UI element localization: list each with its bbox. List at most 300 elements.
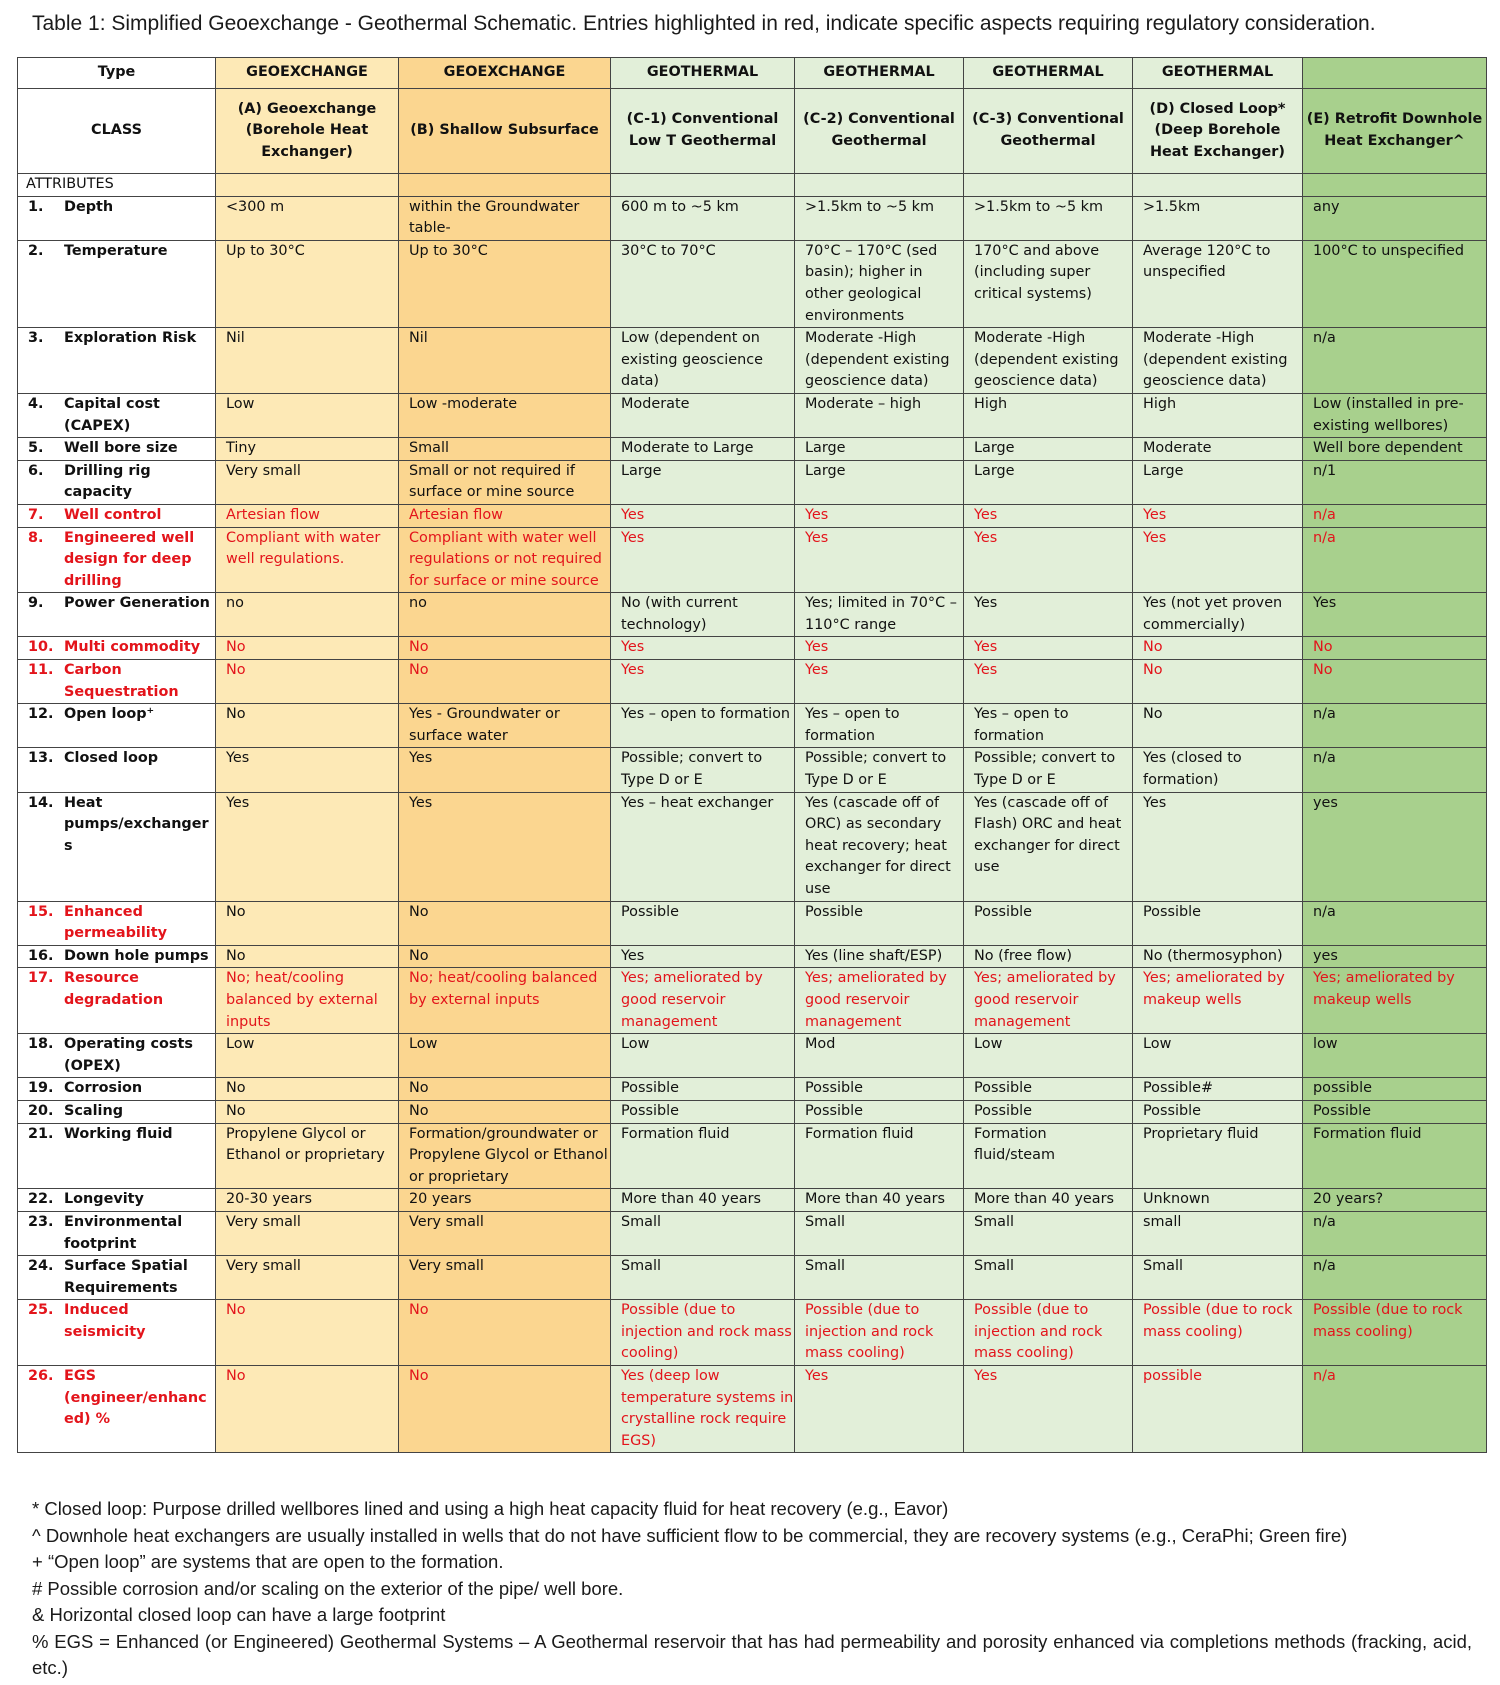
table-cell: Moderate to Large xyxy=(611,438,795,461)
table-row xyxy=(18,1034,1487,1078)
attribute-label xyxy=(28,968,215,1011)
table-cell: n/a xyxy=(1303,1366,1487,1453)
attribute-name: Exploration Risk xyxy=(64,330,197,347)
table-cell: No xyxy=(216,660,399,704)
table-cell: Yes; ameliorated by good reservoir management xyxy=(611,968,795,1034)
attribute-name: Well bore size xyxy=(64,440,178,457)
attribute-label xyxy=(28,704,215,726)
attribute-number: 2. xyxy=(28,242,44,259)
attribute-label-cell xyxy=(18,748,216,792)
table-cell: n/a xyxy=(1303,704,1487,748)
table-cell: More than 40 years xyxy=(795,1189,964,1212)
attribute-label xyxy=(28,793,215,858)
table-cell: Yes xyxy=(1133,504,1303,527)
attribute-number: 10. xyxy=(28,639,54,656)
table-cell: Yes xyxy=(611,637,795,660)
table-cell: any xyxy=(1303,196,1487,240)
attribute-label-cell xyxy=(18,1189,216,1212)
table-cell: Yes xyxy=(1133,792,1303,901)
table-cell: Small xyxy=(399,438,611,461)
attribute-label xyxy=(28,1034,215,1077)
table-cell: Yes (deep low temperature systems in crystalline rock require EGS) xyxy=(611,1366,795,1453)
table-cell: 600 m to ~5 km xyxy=(611,196,795,240)
footnotes xyxy=(32,1496,1472,1682)
table-cell: Yes - Groundwater or surface water xyxy=(399,704,611,748)
table-cell: Possible xyxy=(611,1078,795,1101)
attribute-label xyxy=(28,328,215,350)
table-row xyxy=(18,637,1487,660)
table-cell: Yes xyxy=(964,660,1133,704)
table-cell: Very small xyxy=(216,1211,399,1255)
table-cell: 30°C to 70°C xyxy=(611,240,795,327)
footnote: * Closed loop: Purpose drilled wellbores lined and using a high heat capacity fluid for heat recovery (e.g., Eavor) xyxy=(32,1498,949,1519)
class-a: (A) Geoexchange (Borehole Heat Exchanger) xyxy=(216,89,399,174)
attribute-number: 3. xyxy=(28,330,44,347)
attribute-name: Induced seismicity xyxy=(64,1302,146,1340)
table-row xyxy=(18,1123,1487,1189)
table-cell: Unknown xyxy=(1133,1189,1303,1212)
table-cell: Small xyxy=(964,1256,1133,1300)
attribute-name: Down hole pumps xyxy=(64,947,209,964)
table-row xyxy=(18,945,1487,968)
table-cell: Possible xyxy=(795,1100,964,1123)
table-cell: Large xyxy=(964,438,1133,461)
table-row xyxy=(18,1189,1487,1212)
attribute-name: Open loop⁺ xyxy=(64,706,155,723)
type-a: GEOEXCHANGE xyxy=(216,58,399,89)
table-cell: Small xyxy=(795,1256,964,1300)
table-cell: Yes; ameliorated by makeup wells xyxy=(1133,968,1303,1034)
table-cell: Yes – open to formation xyxy=(795,704,964,748)
attribute-name: Resource degradation xyxy=(64,970,164,1008)
table-cell: Low (installed in pre-existing wellbores) xyxy=(1303,393,1487,437)
table-cell: Small xyxy=(964,1211,1133,1255)
table-cell: possible xyxy=(1133,1366,1303,1453)
table-cell: High xyxy=(964,393,1133,437)
table-cell: Yes – heat exchanger xyxy=(611,792,795,901)
table-cell: No xyxy=(399,945,611,968)
table-cell: Small xyxy=(611,1211,795,1255)
attribute-number: 13. xyxy=(28,750,54,767)
table-cell: within the Groundwater table- xyxy=(399,196,611,240)
table-cell: Yes – open to formation xyxy=(964,704,1133,748)
table-cell: small xyxy=(1133,1211,1303,1255)
table-row xyxy=(18,748,1487,792)
table-cell: Tiny xyxy=(216,438,399,461)
table-cell: Moderate xyxy=(1133,438,1303,461)
table-cell: Moderate -High (dependent existing geoscience data) xyxy=(795,328,964,394)
attribute-label xyxy=(28,1212,215,1255)
attribute-name: Temperature xyxy=(64,242,168,259)
attribute-label xyxy=(28,241,215,263)
attribute-label-cell xyxy=(18,527,216,593)
attribute-number: 21. xyxy=(28,1125,54,1142)
table-row xyxy=(18,1211,1487,1255)
table-cell: Possible xyxy=(964,901,1133,945)
table-cell: 100°C to unspecified xyxy=(1303,240,1487,327)
type-label: Type xyxy=(18,58,216,89)
table-cell: Yes; ameliorated by good reservoir management xyxy=(795,968,964,1034)
attribute-number: 1. xyxy=(28,198,44,215)
table-cell: Possible xyxy=(1133,901,1303,945)
attribute-label-cell xyxy=(18,1366,216,1453)
table-row xyxy=(18,1100,1487,1123)
table-cell: n/a xyxy=(1303,328,1487,394)
table-cell: 20-30 years xyxy=(216,1189,399,1212)
attribute-number: 8. xyxy=(28,529,44,546)
attribute-label xyxy=(28,438,215,460)
type-c1: GEOTHERMAL xyxy=(611,58,795,89)
table-row xyxy=(18,328,1487,394)
table-cell: Artesian flow xyxy=(216,504,399,527)
attribute-label xyxy=(28,1189,215,1211)
attribute-label xyxy=(28,1078,215,1100)
table-cell: No (thermosyphon) xyxy=(1133,945,1303,968)
table-cell: Moderate -High (dependent existing geoscience data) xyxy=(1133,328,1303,394)
table-cell: Formation fluid/steam xyxy=(964,1123,1133,1189)
table-cell: No xyxy=(1133,704,1303,748)
type-header-row xyxy=(18,58,1487,89)
attribute-name: Drilling rig capacity xyxy=(64,462,151,501)
attribute-label xyxy=(28,197,215,219)
table-cell: High xyxy=(1133,393,1303,437)
attribute-label xyxy=(28,660,215,703)
table-cell: Yes xyxy=(611,504,795,527)
table-cell: Yes xyxy=(216,748,399,792)
attribute-label-cell xyxy=(18,792,216,901)
attribute-number: 18. xyxy=(28,1036,54,1053)
table-row xyxy=(18,1078,1487,1101)
table-cell: Large xyxy=(964,460,1133,504)
attribute-label xyxy=(28,1256,215,1299)
attribute-label-cell xyxy=(18,393,216,437)
attribute-name: Capital cost (CAPEX) xyxy=(64,395,160,434)
table-row xyxy=(18,901,1487,945)
table-cell: No xyxy=(399,1078,611,1101)
table-cell: Proprietary fluid xyxy=(1133,1123,1303,1189)
table-cell: Moderate – high xyxy=(795,393,964,437)
attribute-label-cell xyxy=(18,945,216,968)
attribute-number: 6. xyxy=(28,462,44,479)
table-cell: Well bore dependent xyxy=(1303,438,1487,461)
table-cell: More than 40 years xyxy=(964,1189,1133,1212)
table-cell: Very small xyxy=(216,460,399,504)
table-cell: Yes xyxy=(399,792,611,901)
table-cell: Yes xyxy=(964,1366,1133,1453)
table-cell: Possible xyxy=(1133,1100,1303,1123)
table-cell: Yes xyxy=(795,504,964,527)
attribute-label-cell xyxy=(18,1123,216,1189)
table-cell: No xyxy=(216,637,399,660)
table-cell: 170°C and above (including super critical systems) xyxy=(964,240,1133,327)
table-cell: Very small xyxy=(216,1256,399,1300)
table-cell: >1.5km xyxy=(1133,196,1303,240)
attribute-label xyxy=(28,394,215,437)
table-cell: Possible (due to injection and rock mass cooling) xyxy=(611,1300,795,1366)
table-cell: Large xyxy=(611,460,795,504)
table-row xyxy=(18,968,1487,1034)
class-header-row xyxy=(18,89,1487,174)
table-cell: Possible; convert to Type D or E xyxy=(964,748,1133,792)
table-row xyxy=(18,1366,1487,1453)
attribute-label xyxy=(28,528,215,593)
class-c3: (C-3) Conventional Geothermal xyxy=(964,89,1133,174)
table-cell: Low xyxy=(964,1034,1133,1078)
table-cell: No xyxy=(216,901,399,945)
table-cell: Artesian flow xyxy=(399,504,611,527)
table-cell: Small xyxy=(795,1211,964,1255)
attribute-label-cell xyxy=(18,704,216,748)
table-row xyxy=(18,792,1487,901)
table-row xyxy=(18,704,1487,748)
table-cell: Average 120°C to unspecified xyxy=(1133,240,1303,327)
table-cell: Possible (due to injection and rock mass cooling) xyxy=(964,1300,1133,1366)
table-cell: Yes xyxy=(399,748,611,792)
table-cell: Formation fluid xyxy=(1303,1123,1487,1189)
table-cell: Propylene Glycol or Ethanol or proprietary xyxy=(216,1123,399,1189)
table-cell: Possible (due to injection and rock mass cooling) xyxy=(795,1300,964,1366)
attribute-label-cell xyxy=(18,637,216,660)
table-cell: >1.5km to ~5 km xyxy=(795,196,964,240)
table-cell: Yes xyxy=(964,593,1133,637)
class-d: (D) Closed Loop* (Deep Borehole Heat Exchanger) xyxy=(1133,89,1303,174)
table-cell: n/a xyxy=(1303,748,1487,792)
table-cell: Large xyxy=(795,460,964,504)
table-cell: Possible xyxy=(964,1078,1133,1101)
table-row xyxy=(18,393,1487,437)
table-cell: Low xyxy=(399,1034,611,1078)
table-cell: No xyxy=(1133,660,1303,704)
attribute-number: 5. xyxy=(28,440,44,457)
table-cell: Possible# xyxy=(1133,1078,1303,1101)
attribute-number: 11. xyxy=(28,662,54,679)
table-cell: Moderate -High (dependent existing geoscience data) xyxy=(964,328,1133,394)
attribute-label xyxy=(28,946,215,968)
table-cell: yes xyxy=(1303,945,1487,968)
table-cell: Yes; ameliorated by good reservoir management xyxy=(964,968,1133,1034)
table-cell: No xyxy=(399,901,611,945)
table-row xyxy=(18,504,1487,527)
table-cell: n/a xyxy=(1303,1211,1487,1255)
attribute-label-cell xyxy=(18,438,216,461)
table-cell: Yes xyxy=(1133,527,1303,593)
attributes-title: ATTRIBUTES xyxy=(18,174,216,197)
table-cell: Yes xyxy=(964,504,1133,527)
attribute-number: 20. xyxy=(28,1102,54,1119)
table-cell: Yes xyxy=(795,660,964,704)
attribute-number: 12. xyxy=(28,706,54,723)
table-cell: Yes xyxy=(964,527,1133,593)
table-row xyxy=(18,660,1487,704)
table-cell: Possible xyxy=(611,901,795,945)
attribute-name: Depth xyxy=(64,198,114,215)
table-cell: Yes (cascade off of ORC) as secondary heat recovery; heat exchanger for direct use xyxy=(795,792,964,901)
attribute-number: 24. xyxy=(28,1258,54,1275)
attributes-header-row xyxy=(18,174,1487,197)
table-cell: Compliant with water well regulations. xyxy=(216,527,399,593)
table-cell: Very small xyxy=(399,1256,611,1300)
table-cell: n/a xyxy=(1303,901,1487,945)
table-row xyxy=(18,460,1487,504)
table-cell: No xyxy=(399,637,611,660)
footnote: + “Open loop” are systems that are open to the formation. xyxy=(32,1551,504,1572)
attribute-label-cell xyxy=(18,593,216,637)
class-b: (B) Shallow Subsurface xyxy=(399,89,611,174)
attribute-name: Power Generation xyxy=(64,595,210,612)
attribute-number: 22. xyxy=(28,1191,54,1208)
table-row xyxy=(18,593,1487,637)
attribute-name: Enhanced permeability xyxy=(64,903,167,942)
table-cell: Possible (due to rock mass cooling) xyxy=(1133,1300,1303,1366)
table-cell: Low xyxy=(216,1034,399,1078)
table-cell: Yes xyxy=(216,792,399,901)
table-cell: Possible; convert to Type D or E xyxy=(611,748,795,792)
table-cell: Small or not required if surface or mine source xyxy=(399,460,611,504)
table-cell: Small xyxy=(1133,1256,1303,1300)
table-cell: Yes xyxy=(964,637,1133,660)
attribute-label-cell xyxy=(18,196,216,240)
table-cell: Yes (closed to formation) xyxy=(1133,748,1303,792)
attribute-label-cell xyxy=(18,1300,216,1366)
table-cell: Large xyxy=(1133,460,1303,504)
table-cell: yes xyxy=(1303,792,1487,901)
table-cell: Possible xyxy=(795,1078,964,1101)
attribute-label-cell xyxy=(18,1256,216,1300)
attribute-name: Environmental footprint xyxy=(64,1213,183,1252)
table-cell: Yes (not yet proven commercially) xyxy=(1133,593,1303,637)
table-cell: No xyxy=(216,1100,399,1123)
table-cell: low xyxy=(1303,1034,1487,1078)
table-cell: Yes xyxy=(611,660,795,704)
attribute-label xyxy=(28,593,215,615)
attribute-number: 9. xyxy=(28,595,44,612)
table-cell: Low xyxy=(216,393,399,437)
attribute-name: Longevity xyxy=(64,1191,144,1208)
table-row xyxy=(18,240,1487,327)
table-row xyxy=(18,196,1487,240)
attribute-name: Well control xyxy=(64,506,162,523)
table-cell: Yes xyxy=(611,945,795,968)
type-c3: GEOTHERMAL xyxy=(964,58,1133,89)
table-cell: Large xyxy=(795,438,964,461)
table-cell: No; heat/cooling balanced by external inputs xyxy=(399,968,611,1034)
attribute-label xyxy=(28,637,215,659)
type-e xyxy=(1303,58,1487,89)
table-cell: Low xyxy=(1133,1034,1303,1078)
attribute-name: Surface Spatial Requirements xyxy=(64,1258,188,1296)
footnote: ^ Downhole heat exchangers are usually installed in wells that do not have sufficient flow to be commercial, they are recovery systems (e.g., CeraPhi; Green fire) xyxy=(32,1524,1348,1546)
attribute-label xyxy=(28,461,215,504)
table-cell: No xyxy=(1303,637,1487,660)
attribute-number: 4. xyxy=(28,395,44,412)
attribute-name: Closed loop xyxy=(64,750,159,767)
class-c2: (C-2) Conventional Geothermal xyxy=(795,89,964,174)
attribute-label-cell xyxy=(18,240,216,327)
attribute-number: 16. xyxy=(28,947,54,964)
table-cell: Yes xyxy=(1303,593,1487,637)
table-cell: Yes (line shaft/ESP) xyxy=(795,945,964,968)
table-cell: No xyxy=(1303,660,1487,704)
footnote: % EGS = Enhanced (or Engineered) Geothermal Systems – A Geothermal reservoir that has had permeability and porosity enhanced via completions methods (fracking, acid, etc.) xyxy=(32,1630,1472,1678)
table-cell: More than 40 years xyxy=(611,1189,795,1212)
table-cell: Nil xyxy=(216,328,399,394)
class-e: (E) Retrofit Downhole Heat Exchanger^ xyxy=(1303,89,1487,174)
table-cell: Possible xyxy=(964,1100,1133,1123)
table-row xyxy=(18,438,1487,461)
table-cell: Compliant with water well regulations or not required for surface or mine source xyxy=(399,527,611,593)
table-cell: No xyxy=(216,1366,399,1453)
table-cell: Possible; convert to Type D or E xyxy=(795,748,964,792)
attribute-label-cell xyxy=(18,1100,216,1123)
type-d: GEOTHERMAL xyxy=(1133,58,1303,89)
table-cell: No (with current technology) xyxy=(611,593,795,637)
footnote: # Possible corrosion and/or scaling on the exterior of the pipe/ well bore. xyxy=(32,1577,624,1599)
table-cell: n/a xyxy=(1303,504,1487,527)
table-cell: No xyxy=(216,704,399,748)
table-cell: Yes (cascade off of Flash) ORC and heat exchanger for direct use xyxy=(964,792,1133,901)
attribute-label xyxy=(28,505,215,527)
attribute-number: 17. xyxy=(28,970,54,987)
table-cell: No xyxy=(399,1300,611,1366)
table-cell: no xyxy=(399,593,611,637)
geoexchange-geothermal-table xyxy=(17,57,1487,1453)
attribute-label-cell xyxy=(18,660,216,704)
attribute-label-cell xyxy=(18,504,216,527)
table-cell: Yes xyxy=(795,637,964,660)
table-cell: Nil xyxy=(399,328,611,394)
table-cell: Possible xyxy=(795,901,964,945)
table-caption: Table 1: Simplified Geoexchange - Geothermal Schematic. Entries highlighted in red, indicate specific aspects requiring regulatory consideration. xyxy=(32,12,1376,35)
attribute-label xyxy=(28,1124,215,1146)
table-cell: No xyxy=(399,1100,611,1123)
table-cell: Low (dependent on existing geoscience data) xyxy=(611,328,795,394)
table-cell: n/1 xyxy=(1303,460,1487,504)
class-label: CLASS xyxy=(18,89,216,174)
attribute-number: 15. xyxy=(28,903,54,920)
table-cell: n/a xyxy=(1303,527,1487,593)
attribute-number: 19. xyxy=(28,1080,54,1097)
attribute-name: Multi commodity xyxy=(64,639,201,656)
attribute-number: 7. xyxy=(28,506,44,523)
attribute-name: EGS (engineer/enhanced) % xyxy=(64,1368,207,1428)
type-c2: GEOTHERMAL xyxy=(795,58,964,89)
type-b: GEOEXCHANGE xyxy=(399,58,611,89)
table-cell: No xyxy=(399,1366,611,1453)
attribute-label-cell xyxy=(18,460,216,504)
attribute-number: 26. xyxy=(28,1368,54,1385)
table-cell: 20 years? xyxy=(1303,1189,1487,1212)
table-cell: No xyxy=(216,1078,399,1101)
attribute-label xyxy=(28,1366,215,1431)
table-cell: possible xyxy=(1303,1078,1487,1101)
attribute-label-cell xyxy=(18,328,216,394)
table-cell: <300 m xyxy=(216,196,399,240)
table-cell: Yes xyxy=(611,527,795,593)
attribute-label-cell xyxy=(18,968,216,1034)
table-cell: No xyxy=(1133,637,1303,660)
attribute-name: Corrosion xyxy=(64,1080,143,1097)
table-cell: Very small xyxy=(399,1211,611,1255)
table-row xyxy=(18,527,1487,593)
table-cell: Possible xyxy=(1303,1100,1487,1123)
table-cell: Mod xyxy=(795,1034,964,1078)
table-cell: Low xyxy=(611,1034,795,1078)
attribute-name: Engineered well design for deep drilling xyxy=(64,529,195,589)
table-cell: Formation fluid xyxy=(795,1123,964,1189)
footnote: & Horizontal closed loop can have a large footprint xyxy=(32,1604,446,1625)
attribute-number: 25. xyxy=(28,1302,54,1319)
table-cell: 20 years xyxy=(399,1189,611,1212)
